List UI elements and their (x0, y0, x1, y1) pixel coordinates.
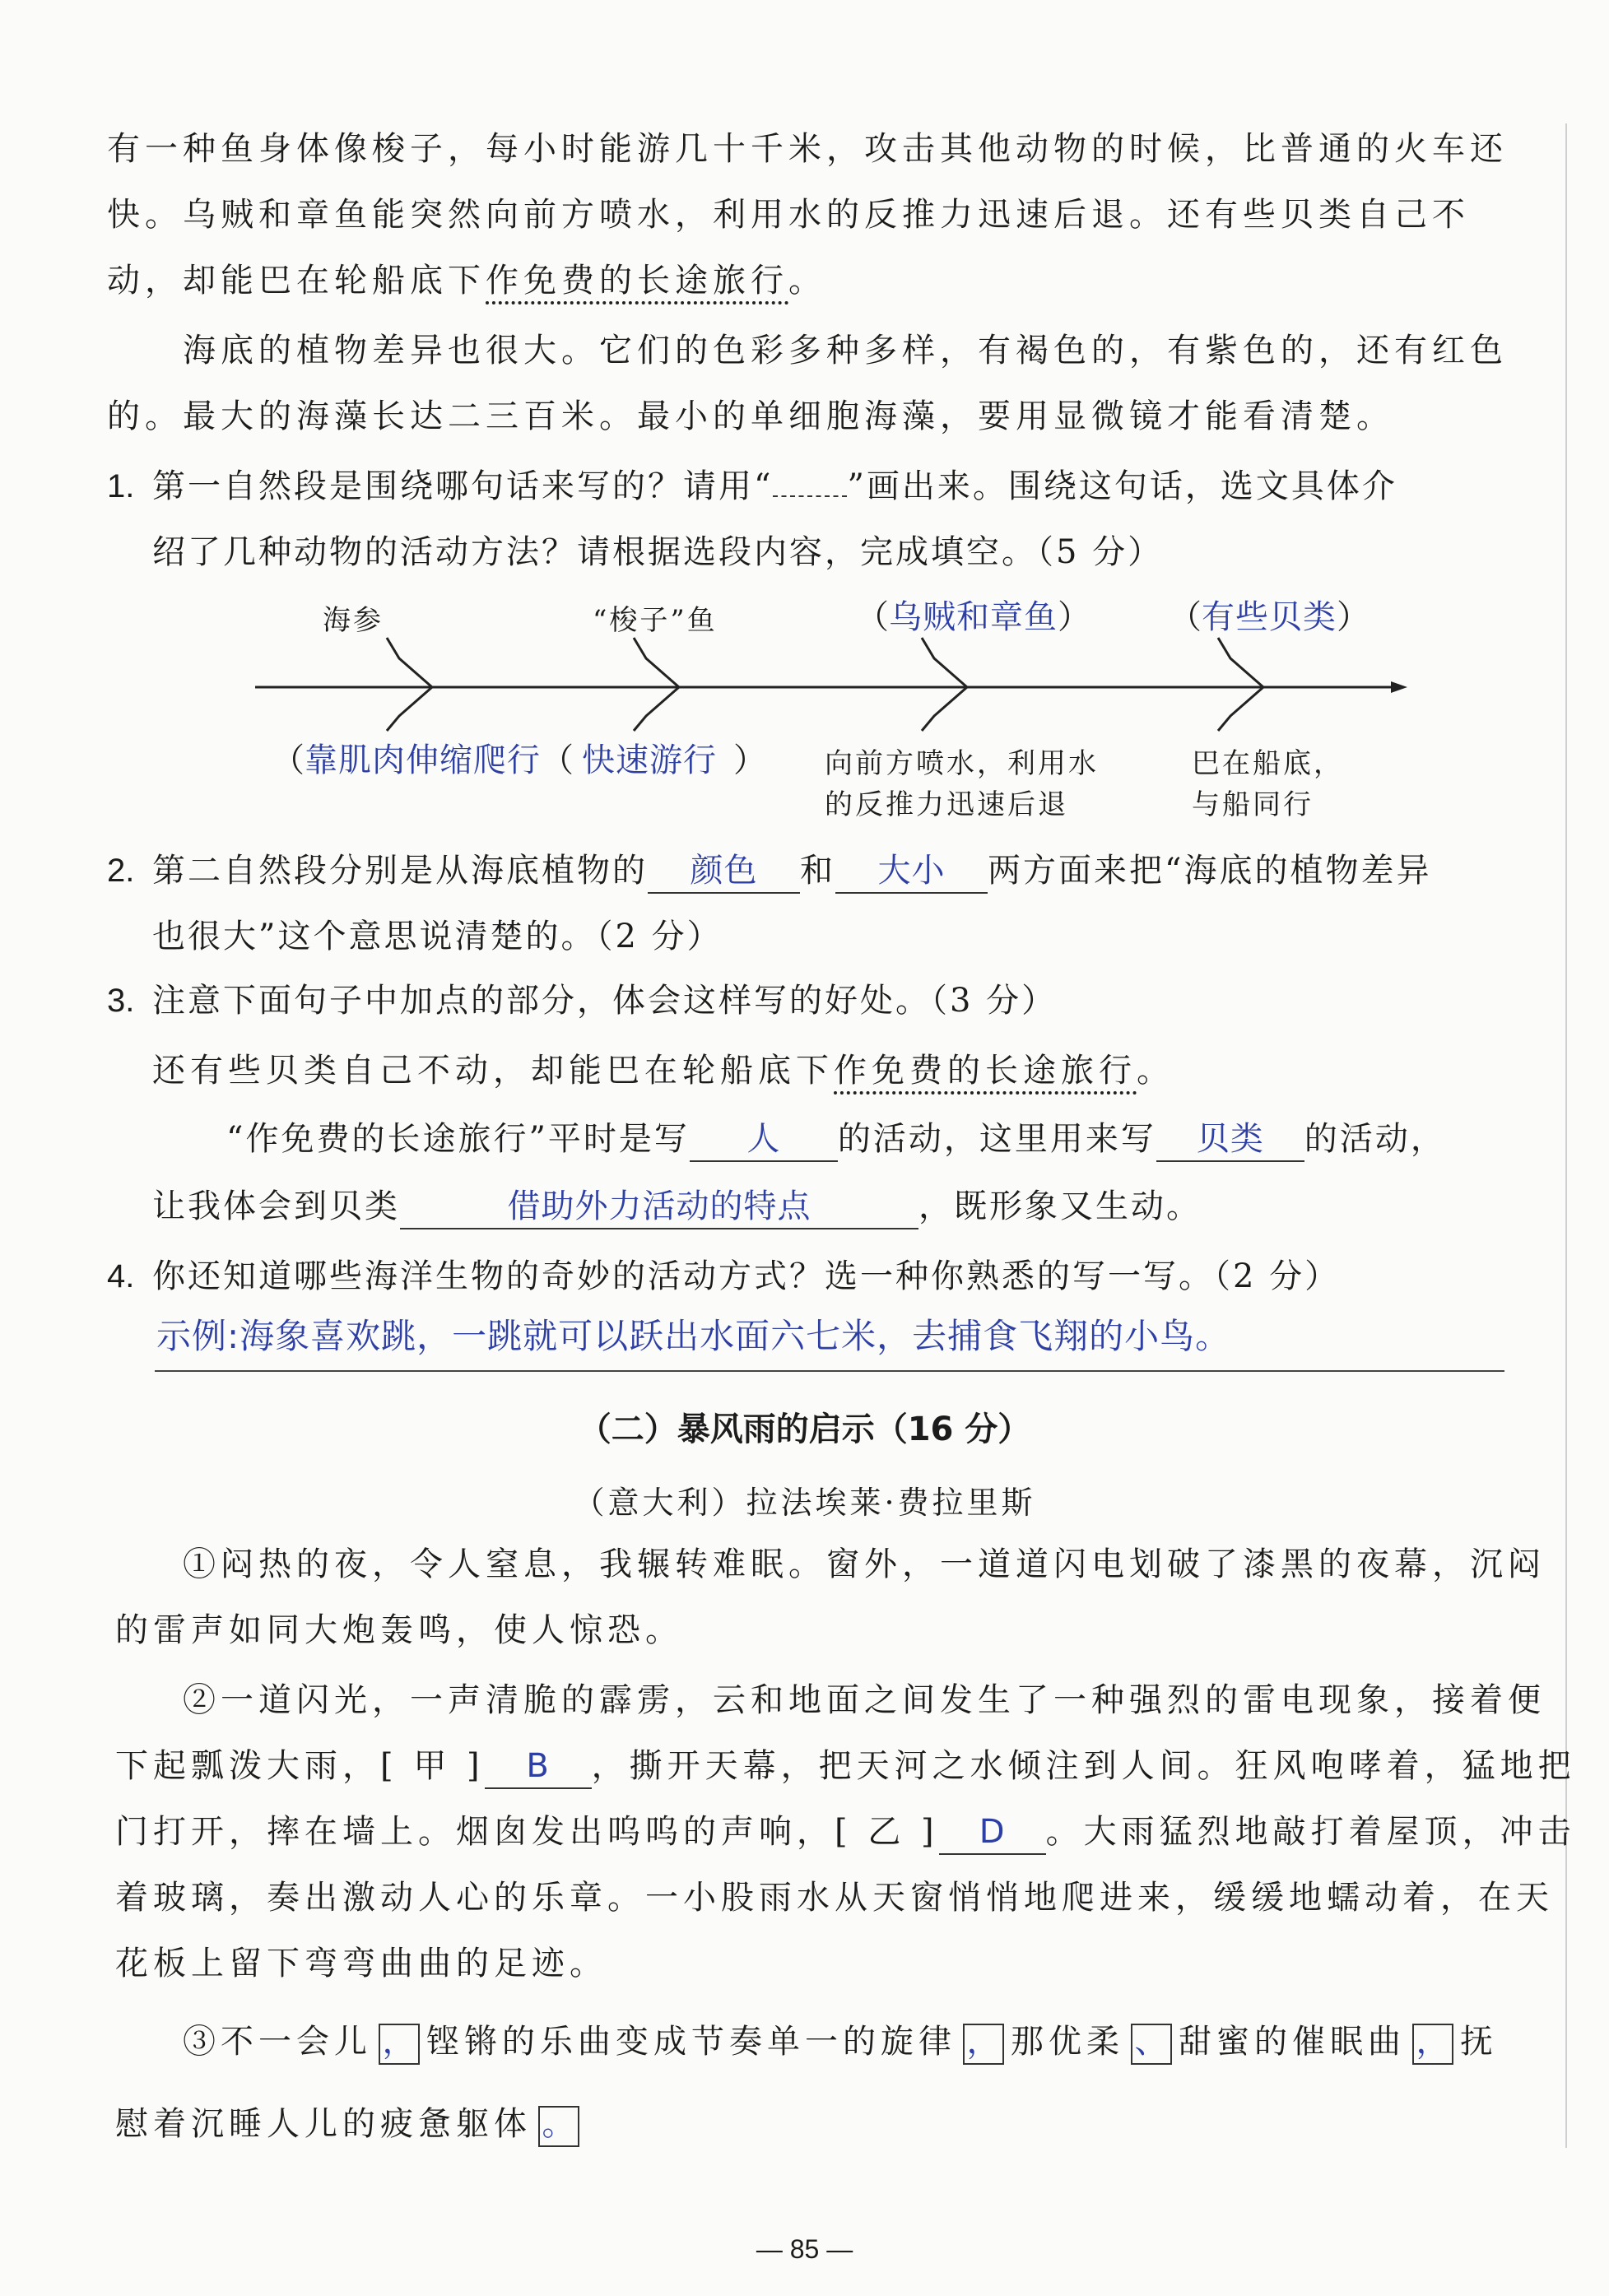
passage-line: 着玻璃，奏出激动人心的乐章。一小股雨水从天窗悄悄地爬进来，缓缓地蠕动着，在天 (115, 1879, 1554, 1917)
diagram-answer: （乌贼和章鱼） (856, 598, 1090, 636)
passage-line: 动，却能巴在轮船底下作免费的长途旅行。 (107, 262, 826, 300)
diagram-label: “梭子”鱼 (593, 604, 718, 637)
question-number: 4. (107, 1258, 135, 1294)
question-text: “作免费的长途旅行”平时是写 人 的活动，这里用来写 贝类 的活动， (226, 1118, 1446, 1162)
passage-line: ②一道闪光，一声清脆的霹雳，云和地面之间发生了一种强烈的雷电现象，接着便 (183, 1681, 1546, 1719)
question-number: 1. (107, 468, 135, 504)
answer-blank: B (485, 1745, 592, 1789)
author-line: （意大利）拉法埃莱·费拉里斯 (573, 1485, 1036, 1521)
question-text: 注意下面句子中加点的部分，体会这样写的好处。（3 分） (152, 982, 1058, 1020)
diagram-label: 向前方喷水，利用水 (825, 747, 1099, 780)
punctuation-box: 、 (1131, 2024, 1172, 2065)
page-number: — 85 — (756, 2234, 853, 2264)
question-number: 3. (107, 983, 135, 1019)
passage-line: 的。最大的海藻长达二三百米。最小的单细胞海藻，要用显微镜才能看清楚。 (107, 397, 1394, 435)
fishbone-diagram (247, 634, 1416, 732)
question-text: 也很大”这个意思说清楚的。（2 分） (152, 918, 723, 955)
quoted-sentence: 还有些贝类自己不动，却能巴在轮船底下作免费的长途旅行。 (152, 1052, 1174, 1090)
diagram-label: 与船同行 (1192, 788, 1314, 821)
passage-line: 有一种鱼身体像梭子，每小时能游几十千米，攻击其他动物的时候，比普通的火车还 (107, 130, 1508, 168)
passage-line: 海底的植物差异也很大。它们的色彩多种多样，有褐色的，有紫色的，还有红色 (183, 332, 1508, 369)
answer-line (155, 1370, 1504, 1372)
answer-blank: 颜色 (648, 849, 800, 894)
punctuation-box: 。 (538, 2106, 579, 2147)
passage-line: 花板上留下弯弯曲曲的足迹。 (115, 1945, 607, 1982)
passage-line: 快。乌贼和章鱼能突然向前方喷水，利用水的反推力迅速后退。还有些贝类自己不 (107, 196, 1470, 234)
answer-blank: 借助外力活动的特点 (400, 1185, 918, 1229)
punctuation-box: ， (1412, 2024, 1453, 2065)
passage-line: 下起瓢泼大雨，[ 甲 ] B ，撕开天幕，把天河之水倾注到人间。狂风咆哮着，猛地把 (115, 1745, 1576, 1789)
diagram-answer: （有些贝类） (1169, 598, 1370, 636)
diagram-label: 海参 (323, 604, 384, 637)
answer-blank: D (939, 1810, 1046, 1855)
question-text: 第一自然段是围绕哪句话来写的？请用“ ”画出来。围绕这句话，选文具体介 (152, 467, 1397, 505)
question-text: 绍了几种动物的活动方法？请根据选段内容，完成填空。（5 分） (152, 533, 1164, 571)
answer-blank: 贝类 (1156, 1118, 1304, 1162)
question-text: 你还知道哪些海洋生物的奇妙的活动方式？选一种你熟悉的写一写。（2 分） (152, 1257, 1341, 1295)
question-number: 2. (107, 853, 135, 889)
diagram-answer: （靠肌肉伸缩爬行（ 快速游行 ） (272, 741, 766, 779)
answer-blank: 人 (690, 1118, 838, 1162)
handwritten-answer: 示例:海象喜欢跳，一跳就可以跃出水面六七米，去捕食飞翔的小鸟。 (156, 1316, 1231, 1356)
passage-line: ③不一会儿 ， 铿锵的乐曲变成节奏单一的旋律 ， 那优柔 、 甜蜜的催眠曲 ， 抚 (183, 2020, 1498, 2065)
punctuation-box: ， (963, 2024, 1004, 2065)
question-text: 第二自然段分别是从海底植物的 颜色 和 大小 两方面来把“海底的植物差异 (152, 849, 1431, 894)
passage-line: 的雷声如同大炮轰鸣，使人惊恐。 (115, 1611, 683, 1649)
passage-line: 慰着沉睡人儿的疲惫躯体 。 (115, 2103, 586, 2147)
answer-blank: 大小 (835, 849, 988, 894)
section-title: （二）暴风雨的启示（16 分） (578, 1411, 1031, 1448)
punctuation-box: ， (379, 2024, 420, 2065)
diagram-label: 巴在船底， (1192, 747, 1344, 780)
dotted-phrase: 作免费的长途旅行 (486, 262, 788, 300)
passage-line: 门打开，摔在墙上。烟囱发出呜呜的声响，[ 乙 ] D 。大雨猛烈地敲打着屋顶，冲击 (115, 1810, 1576, 1855)
passage-line: ①闷热的夜，令人窒息，我辗转难眠。窗外，一道道闪电划破了漆黑的夜幕，沉闷 (183, 1545, 1546, 1583)
question-text: 让我体会到贝类 借助外力活动的特点 ，既形象又生动。 (152, 1185, 1202, 1229)
diagram-label: 的反推力迅速后退 (825, 788, 1068, 821)
